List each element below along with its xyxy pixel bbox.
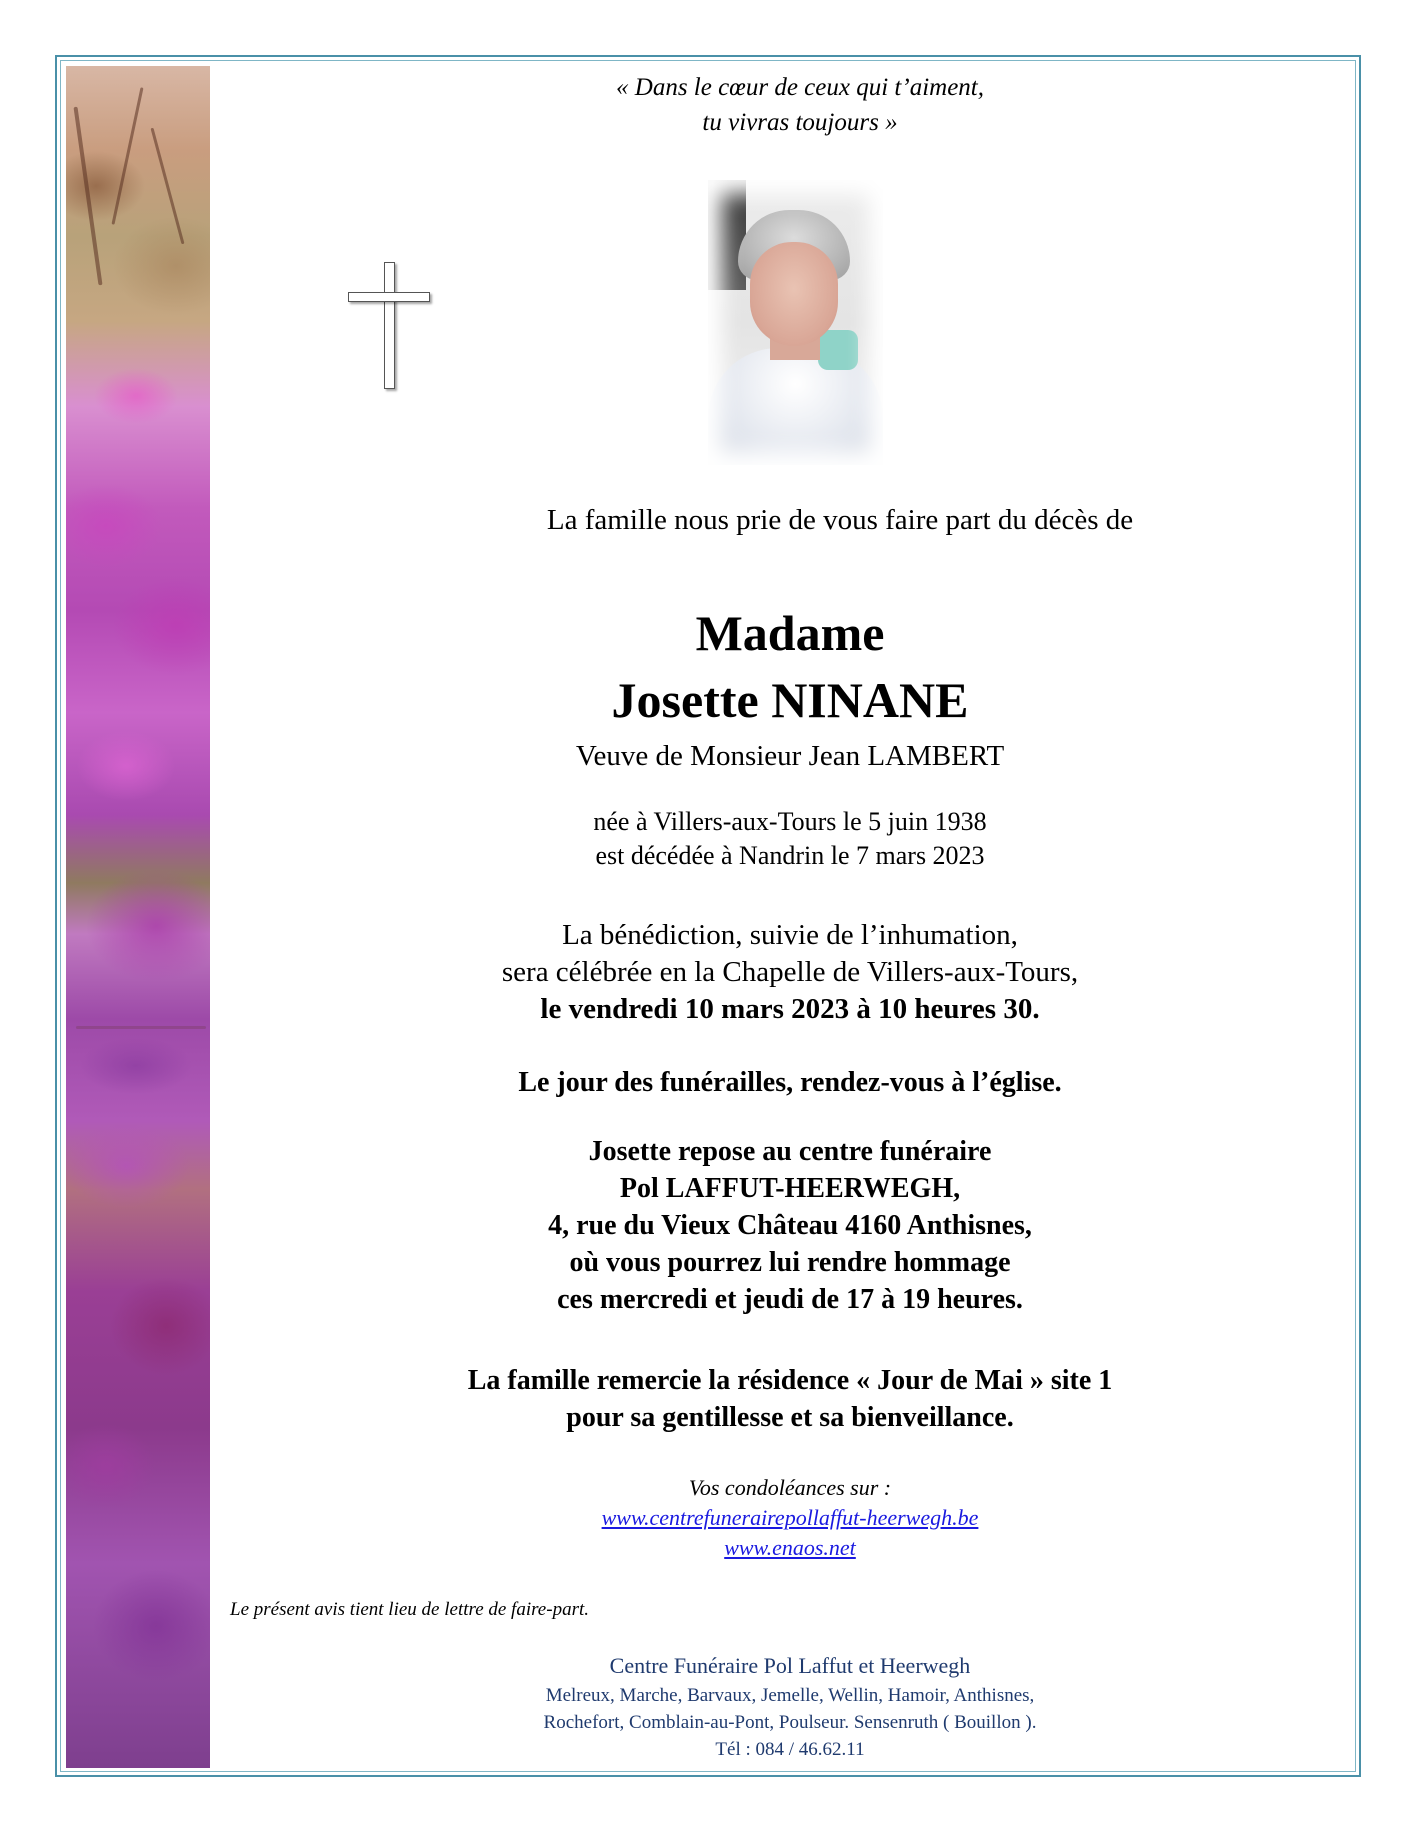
- funeral-home-locations-2: Rochefort, Comblain-au-Pont, Poulseur. Sensenruth ( Bouillon ).: [543, 1712, 1037, 1733]
- death-line: est décédée à Nandrin le 7 mars 2023: [595, 841, 985, 870]
- memorial-quote: [500, 70, 1100, 140]
- quote-line-1: « Dans le cœur de ceux qui t’aiment,: [616, 74, 984, 101]
- deceased-name: Josette NINANE: [611, 672, 969, 728]
- repose-line-4: où vous pourrez lui rendre hommage: [569, 1247, 1011, 1278]
- meeting-note: Le jour des funérailles, rendez-vous à l’église.: [518, 1067, 1062, 1098]
- funeral-home-locations-1: Melreux, Marche, Barvaux, Jemelle, Wellin, Hamoir, Anthisnes,: [545, 1685, 1035, 1706]
- thanks-line-2: pour sa gentillesse et sa bienveillance.: [566, 1402, 1014, 1433]
- family-thanks: [240, 1362, 1340, 1436]
- announcement-text: La famille nous prie de vous faire part du décès de: [546, 504, 1134, 536]
- funeral-home-footer: [240, 1650, 1340, 1763]
- deceased-title: Madame: [695, 605, 885, 661]
- repose-hours: ces mercredi et jeudi de 17 à 19 heures.: [557, 1284, 1023, 1315]
- condolences-block: [240, 1473, 1340, 1563]
- birth-death-dates: [240, 805, 1340, 873]
- faire-part-notice: Le présent avis tient lieu de lettre de faire-part.: [230, 1599, 589, 1620]
- thanks-line-1: La famille remercie la résidence « Jour de Mai » site 1: [467, 1365, 1113, 1396]
- portrait-photo: [708, 180, 883, 465]
- repose-address: 4, rue du Vieux Château 4160 Anthisnes,: [548, 1210, 1032, 1241]
- condolences-link-enaos[interactable]: www.enaos.net: [724, 1535, 856, 1560]
- birth-line: née à Villers-aux-Tours le 5 juin 1938: [593, 807, 987, 836]
- ceremony-line-1: La bénédiction, suivie de l’inhumation,: [562, 919, 1018, 951]
- condolences-link-funeral-center[interactable]: www.centrefunerairepollaffut-heerwegh.be: [601, 1505, 979, 1530]
- flower-photo-strip: [66, 66, 210, 1768]
- repose-line-2: Pol LAFFUT-HEERWEGH,: [619, 1173, 961, 1204]
- ceremony-line-2: sera célébrée en la Chapelle de Villers-aux-Tours,: [501, 956, 1079, 988]
- ceremony-details: [240, 917, 1340, 1028]
- repose-line-1: Josette repose au centre funéraire: [588, 1136, 992, 1167]
- widow-of: Veuve de Monsieur Jean LAMBERT: [575, 740, 1005, 772]
- quote-line-2: tu vivras toujours »: [702, 109, 898, 136]
- ceremony-datetime: le vendredi 10 mars 2023 à 10 heures 30.: [540, 993, 1040, 1025]
- funeral-home-phone: Tél : 084 / 46.62.11: [715, 1739, 865, 1760]
- cross-icon: [348, 262, 430, 387]
- condolences-label: Vos condoléances sur :: [688, 1475, 892, 1500]
- funeral-home-name: Centre Funéraire Pol Laffut et Heerwegh: [609, 1653, 971, 1678]
- repose-details: [240, 1133, 1340, 1318]
